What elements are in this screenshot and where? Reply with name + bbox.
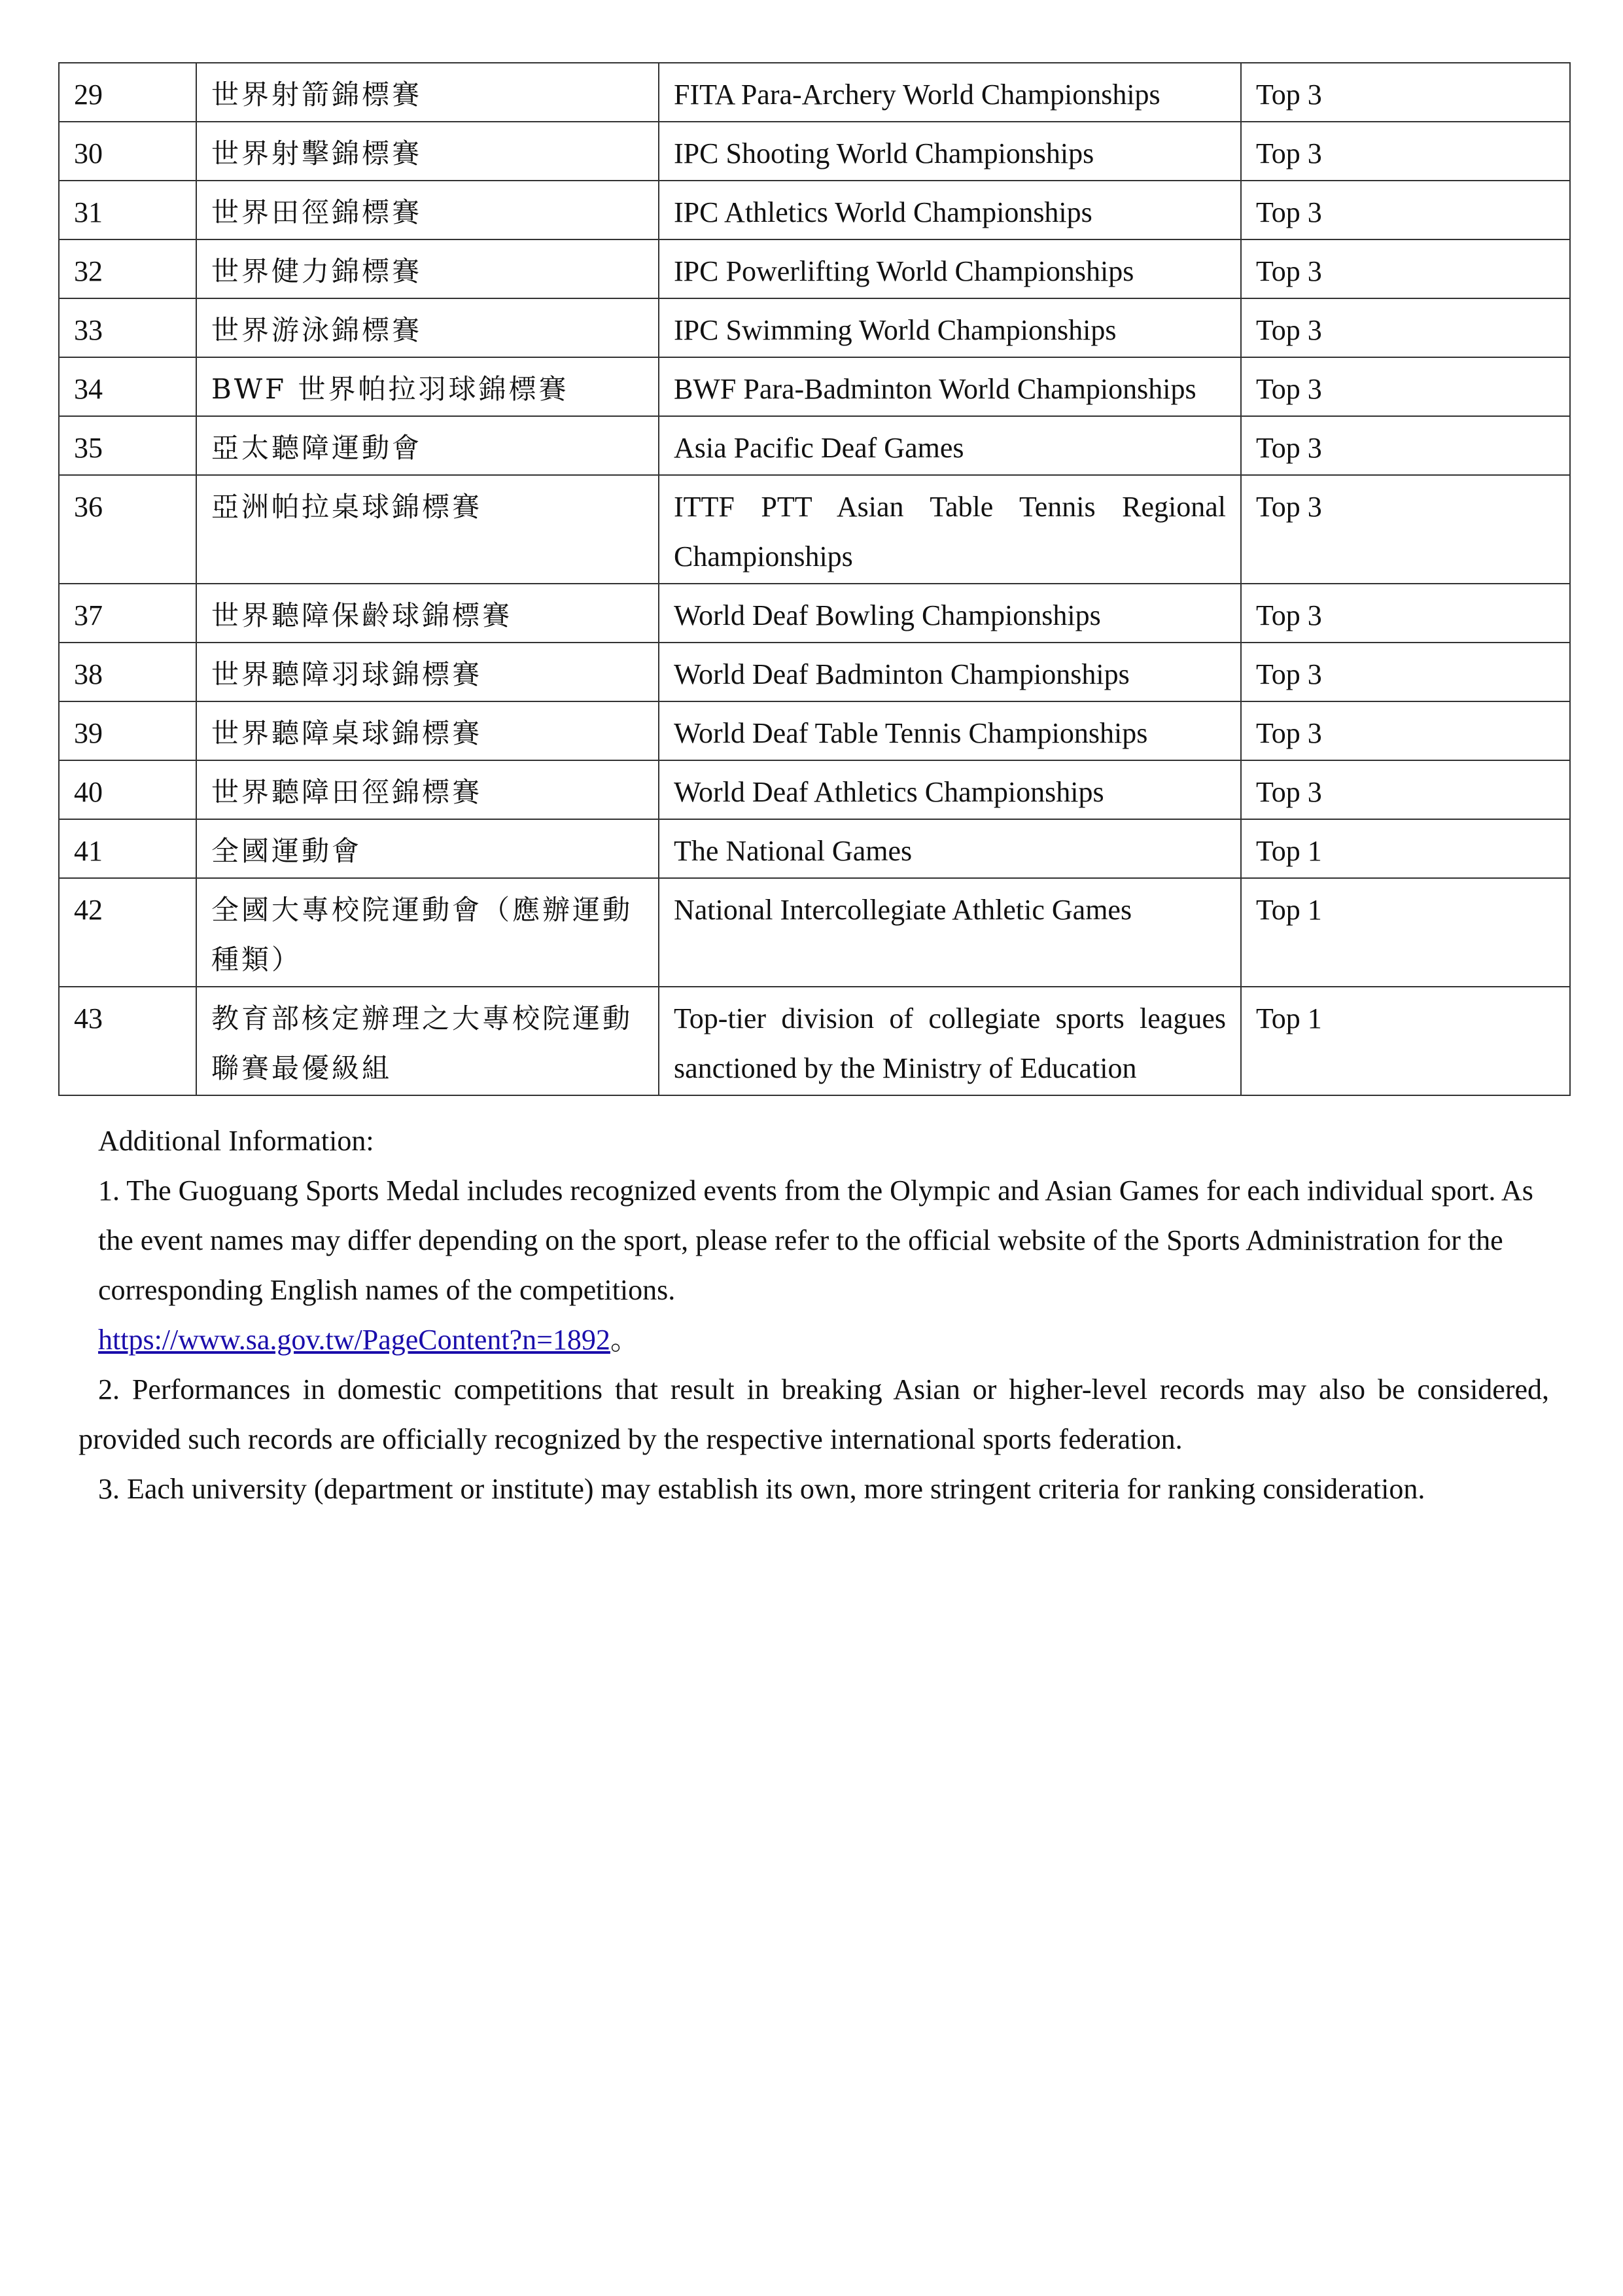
ranking-requirement: Top 3: [1241, 122, 1570, 181]
english-event-name: ITTF PTT Asian Table Tennis Regional Championships: [659, 475, 1241, 584]
competition-table: [58, 62, 1571, 1096]
chinese-event-name: 世界聽障羽球錦標賽: [196, 643, 659, 701]
ranking-requirement: Top 3: [1241, 239, 1570, 298]
english-event-name: IPC Powerlifting World Championships: [659, 239, 1241, 298]
row-number: 40: [59, 760, 196, 819]
sports-administration-link[interactable]: https://www.sa.gov.tw/PageContent?n=1892: [98, 1324, 610, 1356]
english-event-name: World Deaf Table Tennis Championships: [659, 701, 1241, 760]
note-2: 2. Performances in domestic competitions that result in breaking Asian or higher-level records may also be considered, provided such records are officially recognized by the respective international sports federation.: [79, 1373, 1549, 1455]
row-number: 36: [59, 475, 196, 584]
english-event-name: IPC Athletics World Championships: [659, 181, 1241, 239]
ranking-requirement: Top 3: [1241, 298, 1570, 357]
table-row: [59, 239, 1570, 298]
english-event-name: Asia Pacific Deaf Games: [659, 416, 1241, 475]
row-number: 29: [59, 63, 196, 122]
chinese-event-name: 世界健力錦標賽: [196, 239, 659, 298]
row-number: 31: [59, 181, 196, 239]
chinese-event-name: 世界田徑錦標賽: [196, 181, 659, 239]
english-event-name: The National Games: [659, 819, 1241, 878]
english-event-name: FITA Para-Archery World Championships: [659, 63, 1241, 122]
row-number: 41: [59, 819, 196, 878]
chinese-event-name: 全國運動會: [196, 819, 659, 878]
table-row: [59, 122, 1570, 181]
chinese-event-name: 世界聽障桌球錦標賽: [196, 701, 659, 760]
table-row: [59, 819, 1570, 878]
chinese-event-name: 世界聽障田徑錦標賽: [196, 760, 659, 819]
competition-table-body: [59, 63, 1570, 1095]
row-number: 34: [59, 357, 196, 416]
note-1-text: 1. The Guoguang Sports Medal includes recognized events from the Olympic and Asian Games for each individual sport. As the event names may differ depending on the sport, please refer to the official website of the Sports Administration for the corresponding English names of the competitions.: [98, 1174, 1533, 1306]
english-event-name: BWF Para-Badminton World Championships: [659, 357, 1241, 416]
table-row: [59, 298, 1570, 357]
chinese-event-name: 世界游泳錦標賽: [196, 298, 659, 357]
table-row: [59, 760, 1570, 819]
chinese-event-name: 全國大專校院運動會（應辦運動種類）: [196, 878, 659, 987]
ranking-requirement: Top 3: [1241, 643, 1570, 701]
row-number: 33: [59, 298, 196, 357]
ranking-requirement: Top 1: [1241, 819, 1570, 878]
english-event-name: IPC Swimming World Championships: [659, 298, 1241, 357]
chinese-event-name: 世界射箭錦標賽: [196, 63, 659, 122]
notes-title: Additional Information:: [98, 1125, 374, 1157]
ranking-requirement: Top 1: [1241, 878, 1570, 987]
note-3: 3. Each university (department or institute) may establish its own, more stringent criteria for ranking consideration.: [98, 1473, 1425, 1505]
table-row: [59, 416, 1570, 475]
chinese-event-name: 世界射擊錦標賽: [196, 122, 659, 181]
ranking-requirement: Top 1: [1241, 987, 1570, 1095]
table-row: [59, 643, 1570, 701]
ranking-requirement: Top 3: [1241, 475, 1570, 584]
table-row: [59, 584, 1570, 643]
row-number: 35: [59, 416, 196, 475]
row-number: 39: [59, 701, 196, 760]
ranking-requirement: Top 3: [1241, 63, 1570, 122]
english-event-name: World Deaf Bowling Championships: [659, 584, 1241, 643]
additional-information: [79, 1116, 1549, 1514]
row-number: 43: [59, 987, 196, 1095]
chinese-event-name: 亞太聽障運動會: [196, 416, 659, 475]
row-number: 42: [59, 878, 196, 987]
english-event-name: National Intercollegiate Athletic Games: [659, 878, 1241, 987]
row-number: 30: [59, 122, 196, 181]
english-event-name: World Deaf Badminton Championships: [659, 643, 1241, 701]
table-row: [59, 63, 1570, 122]
english-event-name: World Deaf Athletics Championships: [659, 760, 1241, 819]
table-row: [59, 181, 1570, 239]
chinese-event-name: 亞洲帕拉桌球錦標賽: [196, 475, 659, 584]
ranking-requirement: Top 3: [1241, 760, 1570, 819]
note-1: [79, 1166, 1549, 1365]
chinese-event-name: 世界聽障保齡球錦標賽: [196, 584, 659, 643]
table-row: [59, 475, 1570, 584]
row-number: 37: [59, 584, 196, 643]
table-row: [59, 701, 1570, 760]
row-number: 32: [59, 239, 196, 298]
chinese-event-name: 教育部核定辦理之大專校院運動聯賽最優級組: [196, 987, 659, 1095]
note-1-end-mark: 。: [610, 1324, 639, 1356]
table-row: [59, 357, 1570, 416]
ranking-requirement: Top 3: [1241, 701, 1570, 760]
ranking-requirement: Top 3: [1241, 181, 1570, 239]
table-row: [59, 987, 1570, 1095]
english-event-name: Top-tier division of collegiate sports leagues sanctioned by the Ministry of Education: [659, 987, 1241, 1095]
ranking-requirement: Top 3: [1241, 584, 1570, 643]
english-event-name: IPC Shooting World Championships: [659, 122, 1241, 181]
ranking-requirement: Top 3: [1241, 416, 1570, 475]
chinese-event-name: BWF 世界帕拉羽球錦標賽: [196, 357, 659, 416]
ranking-requirement: Top 3: [1241, 357, 1570, 416]
row-number: 38: [59, 643, 196, 701]
table-row: [59, 878, 1570, 987]
